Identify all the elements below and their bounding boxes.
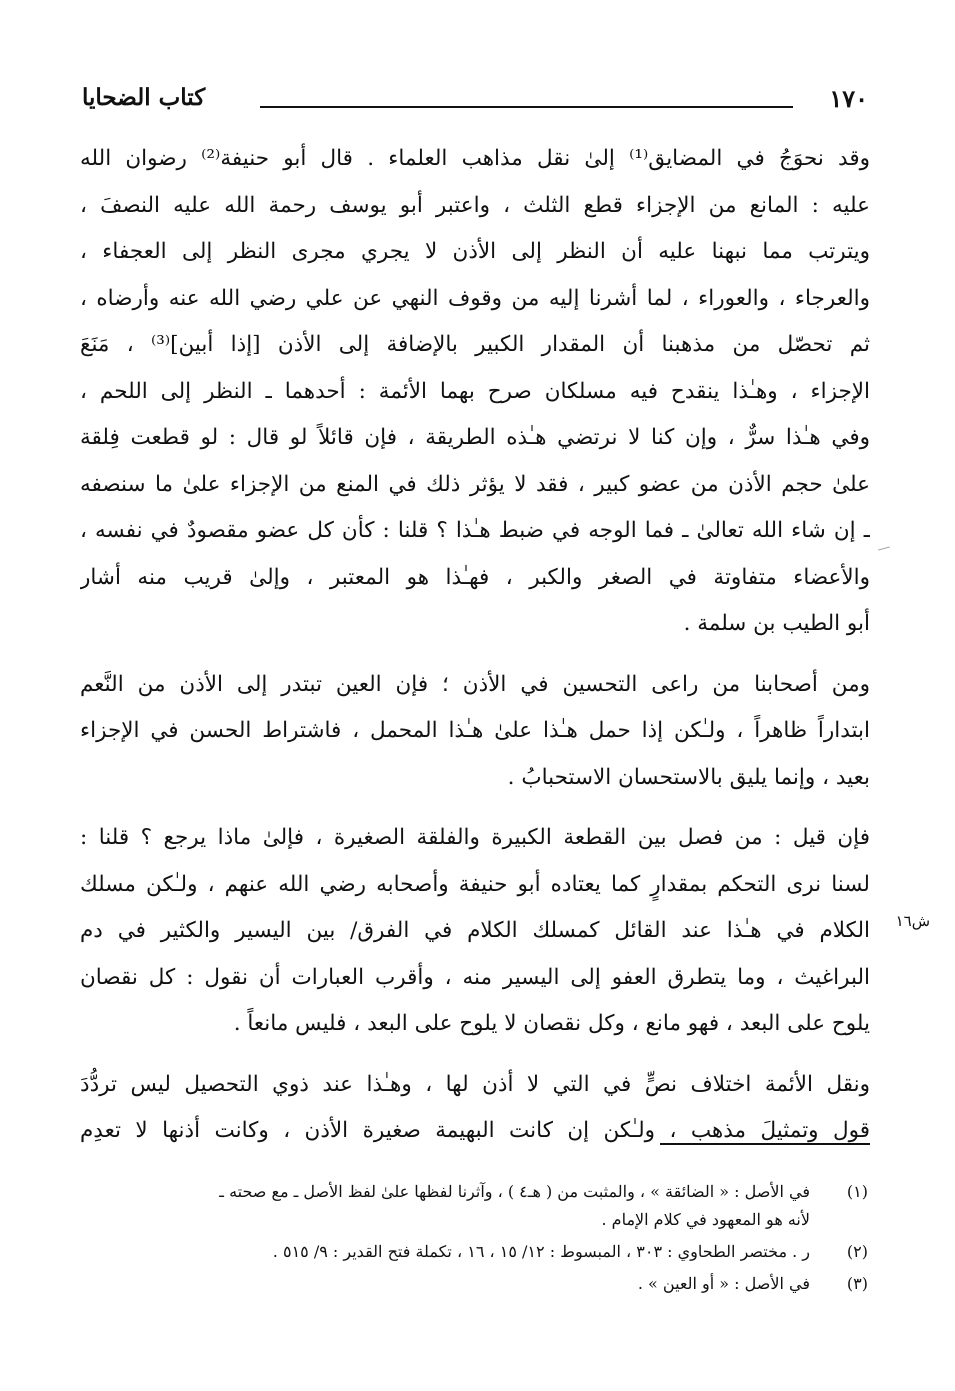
text-line: وقد نحوَجُ في المضايق⁽¹⁾ إلىٰ نقل مذاهب العلماء . قال أبو حنيفة⁽²⁾ رضوان الله <box>80 146 870 171</box>
footnote-1 <box>82 1178 868 1234</box>
text-line: قول وتمثيلَ مذهب ، ولـٰكن إن كانت البهيمة صغيرة الأذن ، وكانت أذنها لا تعدِم <box>80 1118 870 1143</box>
paragraph-4 <box>80 1062 870 1155</box>
footnote-line: في الأصل : « أو العين » . <box>637 1274 810 1293</box>
footnote-2 <box>82 1238 868 1266</box>
footnotes <box>82 1178 868 1302</box>
footnote-line: لأنه هو المعهود في كلام الإمام . <box>601 1210 810 1229</box>
text-line: علىٰ حجم الأذن من عضو كبير ، فقد لا يؤثر ذلك في المنع من الإجزاء علىٰ ما سنصفه <box>80 471 870 497</box>
text-line: البراغيث ، وما يتطرق العفو إلى اليسير منه ، وأقرب العبارات أن نقول : كل نقصان <box>80 964 870 990</box>
text-line: والعرجاء ، والعوراء ، لما أشرنا إليه من وقوف النهي عن علي رضي الله عنه وأرضاه ، <box>80 285 870 311</box>
text-line: ويترتب مما نبهنا عليه أن النظر إلى الأذن لا يجري مجرى النظر إلى العجفاء ، <box>80 239 870 264</box>
text-line: بعيد ، وإنما يليق بالاستحسان الاستحبابُ . <box>507 764 870 790</box>
text-line: والأعضاء متفاوتة في الصغر والكبر ، فهـٰذا هو المعتبر ، وإلىٰ قريب منه أشار <box>80 564 870 590</box>
book-title: كتاب الضحايا <box>82 84 206 111</box>
footnote-line: في الأصل : « الضائقة » ، والمثبت من ( هـ٤ ) ، وآثرنا لفظها علىٰ لفظ الأصل ـ مع صحته ـ <box>219 1182 810 1201</box>
footnote-line: ر . مختصر الطحاوي : ٣٠٣ ، المبسوط : ١٢/ ١٥ ، ١٦ ، تكملة فتح القدير : ٩/ ٥١٥ . <box>272 1242 810 1261</box>
text-line: الكلام في هـٰذا عند القائل كمسلك الكلام في الفرق/ بين اليسير والكثير في دم <box>80 918 870 943</box>
text-line: الإجزاء ، وهـٰذا ينقدح فيه مسلكان صرح بهما الأئمة : أحدهما ـ النظر إلى اللحم ، <box>80 378 870 404</box>
footnote-rule <box>660 1143 870 1145</box>
paragraph-1 <box>80 136 870 648</box>
running-header <box>82 80 868 120</box>
text-line: فإن قيل : من فصل بين القطعة الكبيرة والفلقة الصغيرة ، فإلىٰ ماذا يرجع ؟ قلنا : <box>80 825 870 850</box>
header-rule <box>260 106 793 108</box>
text-line: يلوح على البعد ، فهو مانع ، وكل نقصان لا يلوح على البعد ، فليس مانعاً . <box>233 1011 870 1036</box>
text-line: ومن أصحابنا من راعى التحسين في الأذن ؛ فإن العين تبتدر إلى الأذن من النَّعم <box>80 671 870 697</box>
text-line: وفي هـٰذا سرٌّ ، وإن كنا لا نرتضي هـٰذه الطريقة ، فإن قائلاً لو قال : لو قطعت فِلقة <box>80 425 870 450</box>
footnote-number: (٣) <box>846 1274 868 1293</box>
text-line: ـ إن شاء الله تعالىٰ ـ فما الوجه في ضبط هـٰذا ؟ قلنا : كأن كل عضو مقصودٌ في نفسه ، <box>80 518 870 543</box>
scan-mark <box>878 546 890 550</box>
footnote-number: (٢) <box>846 1242 868 1261</box>
paragraph-2 <box>80 662 870 802</box>
text-line: لسنا نرى التحكم بمقدارٍ كما يعتاده أبو حنيفة وأصحابه رضي الله عنهم ، ولـٰكن مسلك <box>80 871 870 897</box>
margin-note: ش١٦ <box>895 912 930 930</box>
footnote-3 <box>82 1270 868 1298</box>
text-line: ونقل الأئمة اختلاف نصٍّ في التي لا أذن لها ، وهـٰذا عند ذوي التحصيل ليس تردُّدَ <box>80 1071 870 1097</box>
text-line: أبو الطيب بن سلمة . <box>683 611 870 636</box>
text-line: عليه : المانع من الإجزاء قطع الثلث ، واعتبر أبو يوسف رحمة الله عليه النصفَ ، <box>80 192 870 218</box>
main-text <box>80 136 870 1155</box>
text-line: ابتداراً ظاهراً ، ولـٰكن إذا حمل هـٰذا علىٰ هـٰذا المحمل ، فاشتراط الحسن في الإجزاء <box>80 718 870 743</box>
text-line: ثم تحصّل من مذهبنا أن المقدار الكبير بالإضافة إلى الأذن [إذا أبين]⁽³⁾ ، مَنَعَ <box>80 332 870 357</box>
page-number: ١٧٠ <box>829 84 868 113</box>
paragraph-3 <box>80 815 870 1048</box>
footnote-number: (١) <box>846 1182 868 1201</box>
